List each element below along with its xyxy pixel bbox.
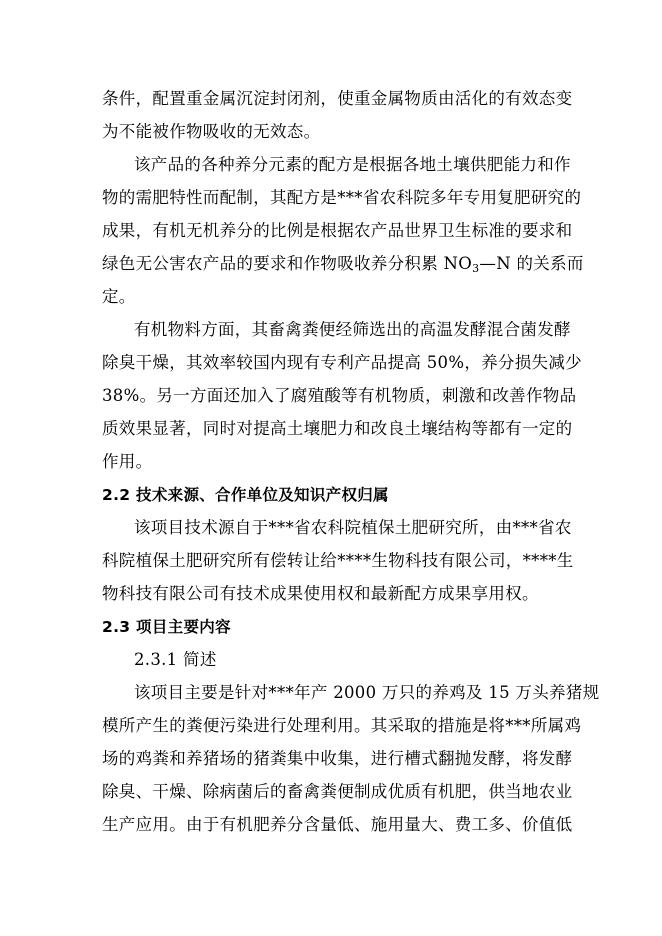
paragraph-5-line-3: 场的鸡粪和养猪场的猪粪集中收集，进行槽式翻抛发酵，将发酵 bbox=[102, 749, 573, 768]
paragraph-1-line-2: 为不能被作物吸收的无效态。 bbox=[102, 122, 321, 141]
paragraph-5-line-4: 除臭、干燥、除病菌后的畜禽粪便制成优质有机肥，供当地农业 bbox=[102, 782, 573, 801]
paragraph-2-line-1: 该产品的各种养分元素的配方是根据各地土壤供肥能力和作 bbox=[134, 155, 571, 174]
nitrate-subscript: 3 bbox=[472, 262, 480, 275]
paragraph-3-line-3: 38%。另一方面还加入了腐殖酸等有机物质，刺激和改善作物品 bbox=[102, 386, 577, 405]
subsection-heading-2-3-1: 2.3.1 简述 bbox=[134, 650, 217, 669]
paragraph-2-line-4-text-a: 绿色无公害农产品的要求和作物吸收养分积累 NO bbox=[102, 254, 473, 273]
paragraph-4-line-3: 物科技有限公司有技术成果使用权和最新配方成果享用权。 bbox=[102, 584, 539, 603]
paragraph-4-line-1: 该项目技术源自于***省农科院植保土肥研究所，由***省农 bbox=[134, 518, 572, 537]
paragraph-3-line-1: 有机物料方面，其畜禽粪便经筛选出的高温发酵混合菌发酵 bbox=[134, 320, 571, 339]
section-heading-2-2: 2.2 技术来源、合作单位及知识产权归属 bbox=[102, 486, 389, 504]
paragraph-1-line-1: 条件，配置重金属沉淀封闭剂，使重金属物质由活化的有效态变 bbox=[102, 89, 573, 108]
paragraph-5-line-5: 生产应用。由于有机肥养分含量低、施用量大、费工多、价值低 bbox=[102, 815, 573, 834]
paragraph-3-line-2: 除臭干燥，其效率较国内现有专利产品提高 50%，养分损失减少 bbox=[102, 353, 582, 372]
paragraph-2-line-2: 物的需肥特性而配制，其配方是***省农科院多年专用复肥研究的 bbox=[102, 188, 582, 207]
section-heading-2-3: 2.3 项目主要内容 bbox=[102, 618, 231, 636]
paragraph-2-line-5: 定。 bbox=[102, 287, 136, 306]
paragraph-2-line-4 bbox=[102, 253, 584, 275]
paragraph-4-line-2: 科院植保土肥研究所有偿转让给****生物科技有限公司，****生 bbox=[102, 551, 574, 570]
paragraph-3-line-5: 作用。 bbox=[102, 452, 153, 471]
paragraph-3-line-4: 质效果显著，同时对提高土壤肥力和改良土壤结构等都有一定的 bbox=[102, 419, 573, 438]
paragraph-2-line-4-text-b: —N 的关系而 bbox=[479, 254, 584, 273]
paragraph-2-line-3: 成果，有机无机养分的比例是根据农产品世界卫生标准的要求和 bbox=[102, 221, 573, 240]
paragraph-5-line-1: 该项目主要是针对***年产 2000 万只的养鸡及 15 万头养猪规 bbox=[134, 683, 600, 702]
paragraph-5-line-2: 模所产生的粪便污染进行处理利用。其采取的措施是将***所属鸡 bbox=[102, 716, 582, 735]
